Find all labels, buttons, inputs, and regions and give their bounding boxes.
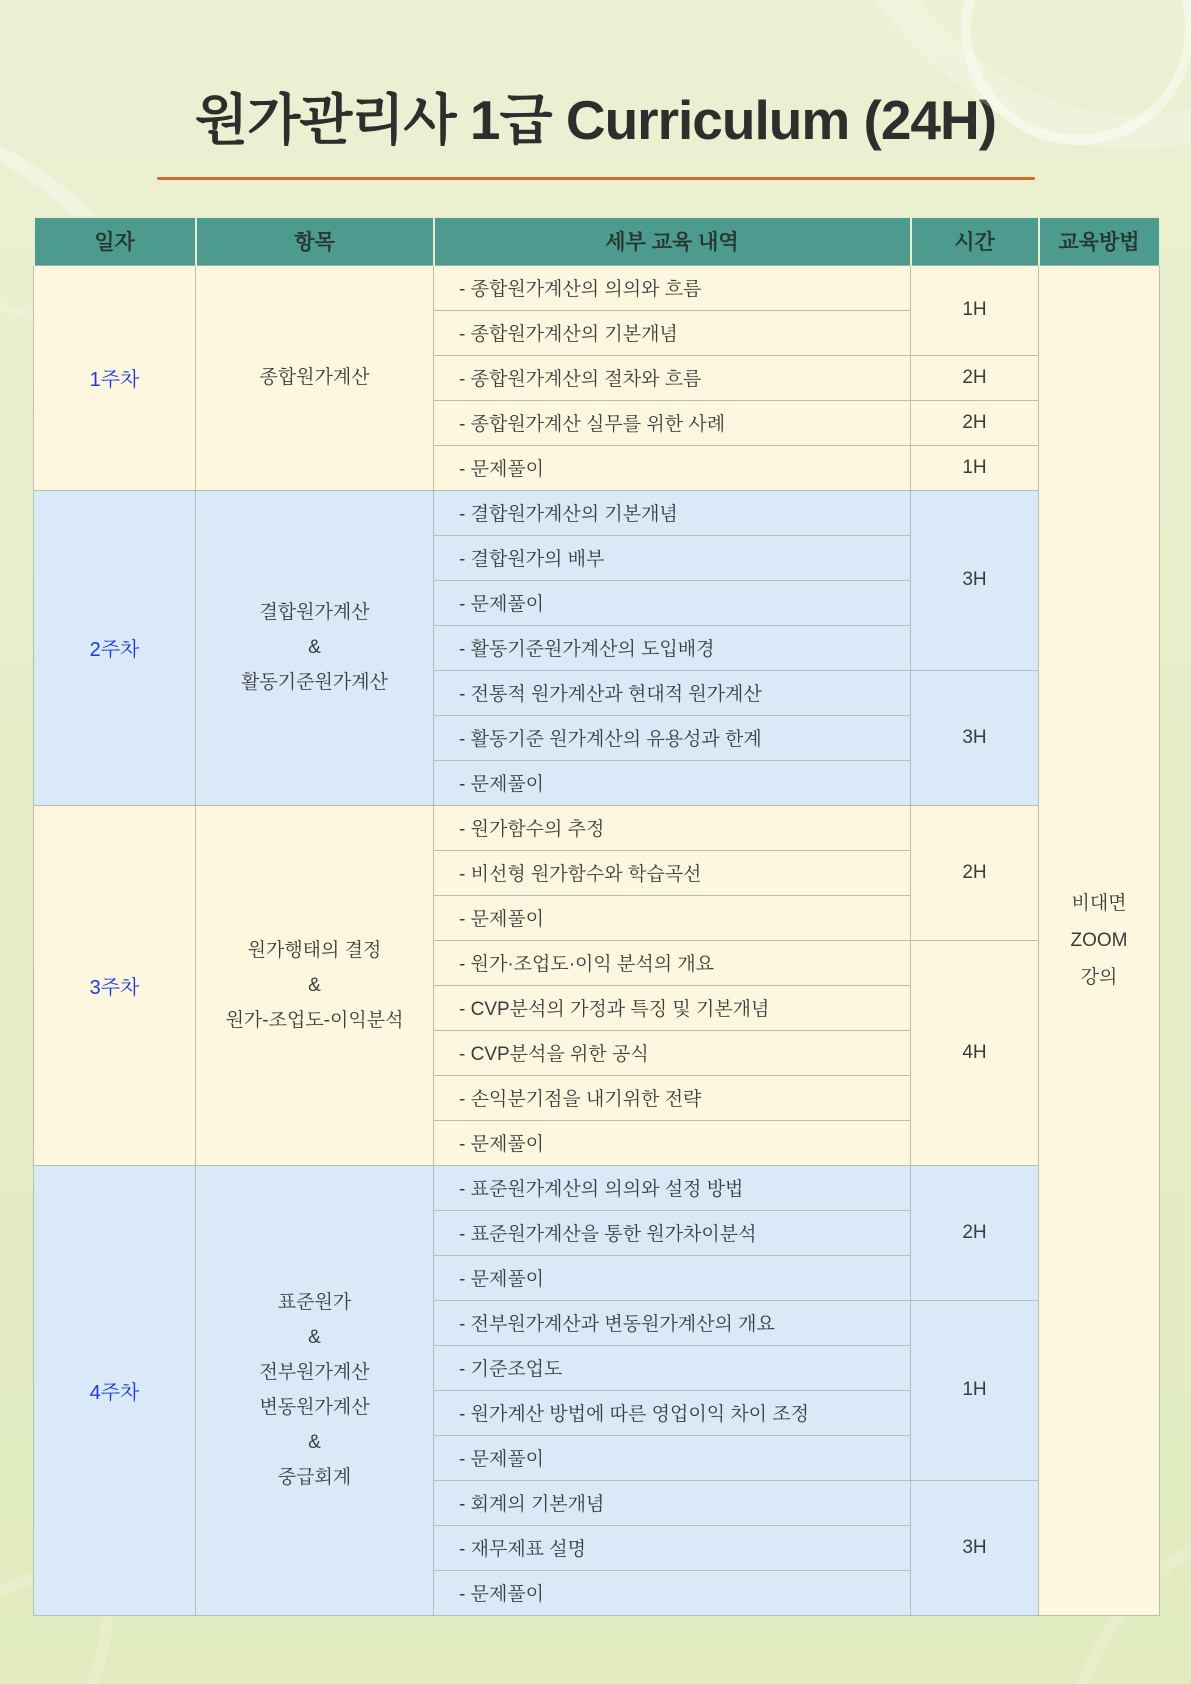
detail-cell: - 원가계산 방법에 따른 영업이익 차이 조정 <box>434 1390 911 1435</box>
detail-cell: - 결합원가의 배부 <box>434 535 911 580</box>
detail-cell: - 원가함수의 추정 <box>434 805 911 850</box>
detail-cell: - 비선형 원가함수와 학습곡선 <box>434 850 911 895</box>
hours-cell: 3H <box>911 1480 1039 1615</box>
detail-cell: - 문제풀이 <box>434 1120 911 1165</box>
header-row <box>34 217 1160 265</box>
detail-cell: - CVP분석을 위한 공식 <box>434 1030 911 1075</box>
column-header-method: 교육방법 <box>1039 217 1160 265</box>
detail-cell: - 표준원가계산을 통한 원가차이분석 <box>434 1210 911 1255</box>
column-header-hours: 시간 <box>911 217 1039 265</box>
topic-cell <box>196 265 434 490</box>
method-cell <box>1039 265 1160 1615</box>
detail-cell: - 표준원가계산의 의의와 설정 방법 <box>434 1165 911 1210</box>
detail-cell: - 활동기준 원가계산의 유용성과 한계 <box>434 715 911 760</box>
topic-cell <box>196 805 434 1165</box>
method-line: 비대면 <box>1071 892 1127 914</box>
detail-cell: - 결합원가계산의 기본개념 <box>434 490 911 535</box>
curriculum-table-container <box>33 216 1159 1616</box>
hours-cell: 2H <box>911 805 1039 940</box>
detail-cell: - 종합원가계산의 절차와 흐름 <box>434 355 911 400</box>
detail-cell: - 종합원가계산의 기본개념 <box>434 310 911 355</box>
detail-cell: - 원가·조업도·이익 분석의 개요 <box>434 940 911 985</box>
curriculum-row <box>34 265 1160 310</box>
topic-line: 표준원가 <box>277 1292 352 1313</box>
detail-cell: - 회계의 기본개념 <box>434 1480 911 1525</box>
topic-line: & <box>308 637 321 658</box>
hours-cell: 2H <box>911 355 1039 400</box>
topic-line: 전부원가계산 <box>259 1362 370 1383</box>
method-line: 강의 <box>1080 966 1118 988</box>
curriculum-row <box>34 805 1160 850</box>
detail-cell: - 종합원가계산의 의의와 흐름 <box>434 265 911 310</box>
detail-cell: - 문제풀이 <box>434 1570 911 1615</box>
column-header-detail: 세부 교육 내역 <box>434 217 911 265</box>
hours-cell: 2H <box>911 1165 1039 1300</box>
detail-cell: - 문제풀이 <box>434 895 911 940</box>
topic-line: 원가-조업도-이익분석 <box>225 1009 404 1031</box>
hours-cell: 1H <box>911 1300 1039 1480</box>
topic-line: & <box>308 1327 321 1348</box>
week-cell: 2주차 <box>34 490 196 805</box>
hours-cell: 3H <box>911 490 1039 670</box>
topic-line: 결합원가계산 <box>259 602 370 623</box>
detail-cell: - 문제풀이 <box>434 580 911 625</box>
week-cell: 1주차 <box>34 265 196 490</box>
week-cell: 3주차 <box>34 805 196 1165</box>
topic-line: & <box>308 974 321 996</box>
curriculum-row <box>34 490 1160 535</box>
hours-cell: 4H <box>911 940 1039 1165</box>
hours-cell: 1H <box>911 445 1039 490</box>
hours-cell: 2H <box>911 400 1039 445</box>
topic-line: 원가행태의 결정 <box>247 939 382 961</box>
title-underline <box>157 177 1035 180</box>
detail-cell: - 전통적 원가계산과 현대적 원가계산 <box>434 670 911 715</box>
method-line: ZOOM <box>1070 929 1128 951</box>
topic-cell <box>196 490 434 805</box>
detail-cell: - 기준조업도 <box>434 1345 911 1390</box>
detail-cell: - 문제풀이 <box>434 1435 911 1480</box>
detail-cell: - 재무제표 설명 <box>434 1525 911 1570</box>
week-cell: 4주차 <box>34 1165 196 1615</box>
topic-line: & <box>308 1432 321 1453</box>
hours-cell: 3H <box>911 670 1039 805</box>
hours-cell: 1H <box>911 265 1039 355</box>
column-header-topic: 항목 <box>196 217 434 265</box>
detail-cell: - 활동기준원가계산의 도입배경 <box>434 625 911 670</box>
page-title: 원가관리사 1급 Curriculum (24H) <box>194 89 997 151</box>
detail-cell: - 문제풀이 <box>434 1255 911 1300</box>
curriculum-table <box>33 216 1161 1616</box>
curriculum-row <box>34 1165 1160 1210</box>
topic-line: 중급회계 <box>277 1467 352 1488</box>
topic-line: 종합원가계산 <box>259 367 370 388</box>
topic-cell <box>196 1165 434 1615</box>
topic-line: 활동기준원가계산 <box>241 672 388 693</box>
topic-line: 변동원가계산 <box>259 1397 370 1418</box>
column-header-date: 일자 <box>34 217 196 265</box>
detail-cell: - CVP분석의 가정과 특징 및 기본개념 <box>434 985 911 1030</box>
detail-cell: - 문제풀이 <box>434 445 911 490</box>
detail-cell: - 종합원가계산 실무를 위한 사례 <box>434 400 911 445</box>
detail-cell: - 문제풀이 <box>434 760 911 805</box>
detail-cell: - 손익분기점을 내기위한 전략 <box>434 1075 911 1120</box>
detail-cell: - 전부원가계산과 변동원가계산의 개요 <box>434 1300 911 1345</box>
